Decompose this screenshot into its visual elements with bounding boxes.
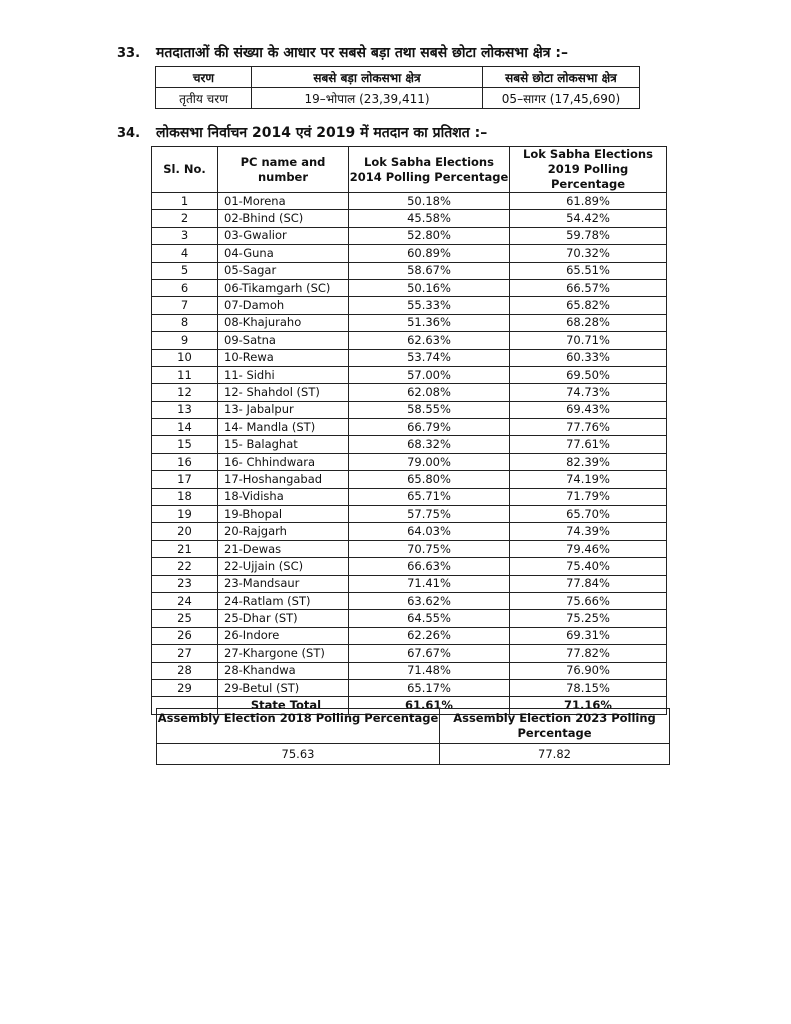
table-row bbox=[152, 384, 667, 401]
largest-smallest-constituency-table bbox=[155, 66, 640, 109]
cell-phase: तृतीय चरण bbox=[156, 88, 252, 109]
table-row bbox=[152, 540, 667, 557]
table-row bbox=[152, 610, 667, 627]
cell-pc-name: 13- Jabalpur bbox=[218, 401, 349, 418]
cell-sl-no: 9 bbox=[152, 332, 218, 349]
table-row bbox=[152, 575, 667, 592]
cell-ls-2019: 70.32% bbox=[510, 245, 667, 262]
column-header-phase: चरण bbox=[156, 67, 252, 88]
table-row bbox=[152, 436, 667, 453]
cell-ls-2014: 58.55% bbox=[349, 401, 510, 418]
cell-ls-2019: 74.39% bbox=[510, 523, 667, 540]
cell-ls-2014: 50.18% bbox=[349, 193, 510, 210]
cell-ls-2019: 60.33% bbox=[510, 349, 667, 366]
cell-ls-2019: 65.70% bbox=[510, 506, 667, 523]
table-row bbox=[152, 679, 667, 696]
cell-pc-name: 04-Guna bbox=[218, 245, 349, 262]
cell-sl-no: 18 bbox=[152, 488, 218, 505]
column-header-ls-2014: Lok Sabha Elections 2014 Polling Percentage bbox=[349, 147, 510, 193]
table-row bbox=[152, 645, 667, 662]
cell-sl-no: 23 bbox=[152, 575, 218, 592]
cell-sl-no: 4 bbox=[152, 245, 218, 262]
table-row bbox=[152, 349, 667, 366]
column-header-pc-name: PC name and number bbox=[218, 147, 349, 193]
cell-ls-2019: 75.25% bbox=[510, 610, 667, 627]
column-header-assembly-2018: Assembly Election 2018 Polling Percentage bbox=[157, 709, 440, 744]
column-header-sl-no: Sl. No. bbox=[152, 147, 218, 193]
cell-sl-no: 21 bbox=[152, 540, 218, 557]
cell-pc-name: 09-Satna bbox=[218, 332, 349, 349]
cell-ls-2019: 78.15% bbox=[510, 679, 667, 696]
table-row bbox=[152, 419, 667, 436]
table-row bbox=[152, 314, 667, 331]
cell-ls-2014: 64.03% bbox=[349, 523, 510, 540]
table-row bbox=[152, 471, 667, 488]
cell-pc-name: 07-Damoh bbox=[218, 297, 349, 314]
cell-ls-2014: 60.89% bbox=[349, 245, 510, 262]
table-header-row bbox=[156, 67, 640, 88]
cell-sl-no: 8 bbox=[152, 314, 218, 331]
cell-ls-2014: 66.79% bbox=[349, 419, 510, 436]
cell-pc-name: 16- Chhindwara bbox=[218, 453, 349, 470]
cell-ls-2019: 79.46% bbox=[510, 540, 667, 557]
cell-largest: 19–भोपाल (23,39,411) bbox=[252, 88, 483, 109]
table-row bbox=[152, 662, 667, 679]
cell-ls-2019: 77.82% bbox=[510, 645, 667, 662]
cell-pc-name: 02-Bhind (SC) bbox=[218, 210, 349, 227]
cell-ls-2014: 64.55% bbox=[349, 610, 510, 627]
table-row bbox=[152, 627, 667, 644]
cell-ls-2014: 62.26% bbox=[349, 627, 510, 644]
cell-pc-name: 01-Morena bbox=[218, 193, 349, 210]
table-header-row bbox=[152, 147, 667, 193]
cell-sl-no: 16 bbox=[152, 453, 218, 470]
column-header-assembly-2023: Assembly Election 2023 Polling Percentage bbox=[440, 709, 670, 744]
cell-ls-2019: 77.61% bbox=[510, 436, 667, 453]
cell-ls-2014: 57.75% bbox=[349, 506, 510, 523]
cell-ls-2019: 76.90% bbox=[510, 662, 667, 679]
table-row bbox=[152, 366, 667, 383]
cell-ls-2014: 70.75% bbox=[349, 540, 510, 557]
cell-sl-no: 19 bbox=[152, 506, 218, 523]
cell-pc-name: 22-Ujjain (SC) bbox=[218, 558, 349, 575]
cell-pc-name: 25-Dhar (ST) bbox=[218, 610, 349, 627]
cell-pc-name: 26-Indore bbox=[218, 627, 349, 644]
cell-ls-2019: 77.76% bbox=[510, 419, 667, 436]
table-row bbox=[152, 279, 667, 296]
cell-sl-no: 27 bbox=[152, 645, 218, 662]
cell-pc-name: 24-Ratlam (ST) bbox=[218, 592, 349, 609]
cell-ls-2014: 57.00% bbox=[349, 366, 510, 383]
table-row bbox=[152, 332, 667, 349]
cell-sl-no: 22 bbox=[152, 558, 218, 575]
cell-pc-name: 19-Bhopal bbox=[218, 506, 349, 523]
cell-ls-2014: 71.41% bbox=[349, 575, 510, 592]
cell-sl-no: 14 bbox=[152, 419, 218, 436]
cell-pc-name: 27-Khargone (ST) bbox=[218, 645, 349, 662]
cell-pc-name: 20-Rajgarh bbox=[218, 523, 349, 540]
table-row bbox=[152, 262, 667, 279]
cell-sl-no: 7 bbox=[152, 297, 218, 314]
cell-ls-2019: 77.84% bbox=[510, 575, 667, 592]
cell-ls-2014: 55.33% bbox=[349, 297, 510, 314]
cell-ls-2014: 52.80% bbox=[349, 227, 510, 244]
table-row bbox=[157, 744, 670, 765]
cell-ls-2014: 79.00% bbox=[349, 453, 510, 470]
cell-ls-2014: 67.67% bbox=[349, 645, 510, 662]
cell-assembly-2018: 75.63 bbox=[157, 744, 440, 765]
cell-assembly-2023: 77.82 bbox=[440, 744, 670, 765]
cell-ls-2014: 65.80% bbox=[349, 471, 510, 488]
cell-ls-2014: 62.63% bbox=[349, 332, 510, 349]
cell-ls-2019: 65.51% bbox=[510, 262, 667, 279]
section-34-title: लोकसभा निर्वाचन 2014 एवं 2019 में मतदान का प्रतिशत :– bbox=[156, 125, 488, 141]
cell-sl-no: 28 bbox=[152, 662, 218, 679]
cell-total-2014: 61.61% bbox=[349, 697, 510, 714]
cell-ls-2019: 82.39% bbox=[510, 453, 667, 470]
cell-sl-no: 1 bbox=[152, 193, 218, 210]
cell-sl-no: 12 bbox=[152, 384, 218, 401]
cell-pc-name: 03-Gwalior bbox=[218, 227, 349, 244]
cell-ls-2014: 68.32% bbox=[349, 436, 510, 453]
column-header-ls-2019: Lok Sabha Elections 2019 Polling Percentage bbox=[510, 147, 667, 193]
cell-pc-name: 14- Mandla (ST) bbox=[218, 419, 349, 436]
table-row bbox=[152, 523, 667, 540]
cell-sl-no: 26 bbox=[152, 627, 218, 644]
table-header-row bbox=[157, 709, 670, 744]
section-33-title: मतदाताओं की संख्या के आधार पर सबसे बड़ा तथा सबसे छोटा लोकसभा क्षेत्र :– bbox=[156, 45, 568, 61]
cell-ls-2019: 54.42% bbox=[510, 210, 667, 227]
cell-sl-no: 20 bbox=[152, 523, 218, 540]
cell-sl-no: 10 bbox=[152, 349, 218, 366]
cell-sl-no: 25 bbox=[152, 610, 218, 627]
table-row bbox=[152, 488, 667, 505]
cell-smallest: 05–सागर (17,45,690) bbox=[483, 88, 640, 109]
cell-ls-2019: 75.66% bbox=[510, 592, 667, 609]
cell-sl-no: 2 bbox=[152, 210, 218, 227]
cell-ls-2014: 71.48% bbox=[349, 662, 510, 679]
table-row bbox=[152, 401, 667, 418]
table-row bbox=[152, 227, 667, 244]
table-row bbox=[152, 210, 667, 227]
cell-sl-no: 29 bbox=[152, 679, 218, 696]
column-header-largest: सबसे बड़ा लोकसभा क्षेत्र bbox=[252, 67, 483, 88]
cell-ls-2019: 65.82% bbox=[510, 297, 667, 314]
cell-ls-2014: 63.62% bbox=[349, 592, 510, 609]
cell-pc-name: 06-Tikamgarh (SC) bbox=[218, 279, 349, 296]
section-33-number: 33. bbox=[117, 46, 141, 61]
cell-ls-2019: 70.71% bbox=[510, 332, 667, 349]
table-row bbox=[152, 297, 667, 314]
cell-sl-no: 11 bbox=[152, 366, 218, 383]
table-row bbox=[156, 88, 640, 109]
cell-pc-name: 29-Betul (ST) bbox=[218, 679, 349, 696]
table-row bbox=[152, 453, 667, 470]
cell-ls-2019: 69.31% bbox=[510, 627, 667, 644]
cell-pc-name: 21-Dewas bbox=[218, 540, 349, 557]
table-row bbox=[152, 592, 667, 609]
cell-ls-2019: 69.43% bbox=[510, 401, 667, 418]
cell-sl-no: 24 bbox=[152, 592, 218, 609]
cell-pc-name: 08-Khajuraho bbox=[218, 314, 349, 331]
cell-ls-2014: 65.17% bbox=[349, 679, 510, 696]
table-row bbox=[152, 193, 667, 210]
cell-ls-2019: 61.89% bbox=[510, 193, 667, 210]
cell-pc-name: 12- Shahdol (ST) bbox=[218, 384, 349, 401]
cell-ls-2019: 68.28% bbox=[510, 314, 667, 331]
cell-total-2019: 71.16% bbox=[510, 697, 667, 714]
table-row bbox=[152, 558, 667, 575]
cell-pc-name: 28-Khandwa bbox=[218, 662, 349, 679]
cell-ls-2019: 71.79% bbox=[510, 488, 667, 505]
cell-ls-2014: 45.58% bbox=[349, 210, 510, 227]
cell-pc-name: 05-Sagar bbox=[218, 262, 349, 279]
polling-percentage-table bbox=[151, 146, 667, 715]
cell-ls-2019: 74.19% bbox=[510, 471, 667, 488]
cell-pc-name: 15- Balaghat bbox=[218, 436, 349, 453]
cell-sl-no: 17 bbox=[152, 471, 218, 488]
cell-ls-2019: 66.57% bbox=[510, 279, 667, 296]
cell-ls-2019: 59.78% bbox=[510, 227, 667, 244]
cell-pc-name: 10-Rewa bbox=[218, 349, 349, 366]
table-row bbox=[152, 245, 667, 262]
cell-pc-name: 17-Hoshangabad bbox=[218, 471, 349, 488]
assembly-election-table bbox=[156, 708, 670, 765]
cell-pc-name: 23-Mandsaur bbox=[218, 575, 349, 592]
cell-ls-2019: 69.50% bbox=[510, 366, 667, 383]
cell-sl-no: 5 bbox=[152, 262, 218, 279]
cell-ls-2014: 66.63% bbox=[349, 558, 510, 575]
cell-ls-2014: 51.36% bbox=[349, 314, 510, 331]
table-row bbox=[152, 506, 667, 523]
cell-ls-2019: 74.73% bbox=[510, 384, 667, 401]
section-34-number: 34. bbox=[117, 126, 141, 141]
cell-ls-2014: 50.16% bbox=[349, 279, 510, 296]
cell-ls-2014: 62.08% bbox=[349, 384, 510, 401]
cell-sl-no: 3 bbox=[152, 227, 218, 244]
cell-pc-name: 18-Vidisha bbox=[218, 488, 349, 505]
cell-sl-no: 13 bbox=[152, 401, 218, 418]
cell-ls-2014: 58.67% bbox=[349, 262, 510, 279]
cell-ls-2014: 53.74% bbox=[349, 349, 510, 366]
cell-total-label: State Total bbox=[218, 697, 349, 714]
cell-sl-no: 15 bbox=[152, 436, 218, 453]
cell-ls-2014: 65.71% bbox=[349, 488, 510, 505]
cell-ls-2019: 75.40% bbox=[510, 558, 667, 575]
column-header-smallest: सबसे छोटा लोकसभा क्षेत्र bbox=[483, 67, 640, 88]
cell-sl-no: 6 bbox=[152, 279, 218, 296]
cell-pc-name: 11- Sidhi bbox=[218, 366, 349, 383]
